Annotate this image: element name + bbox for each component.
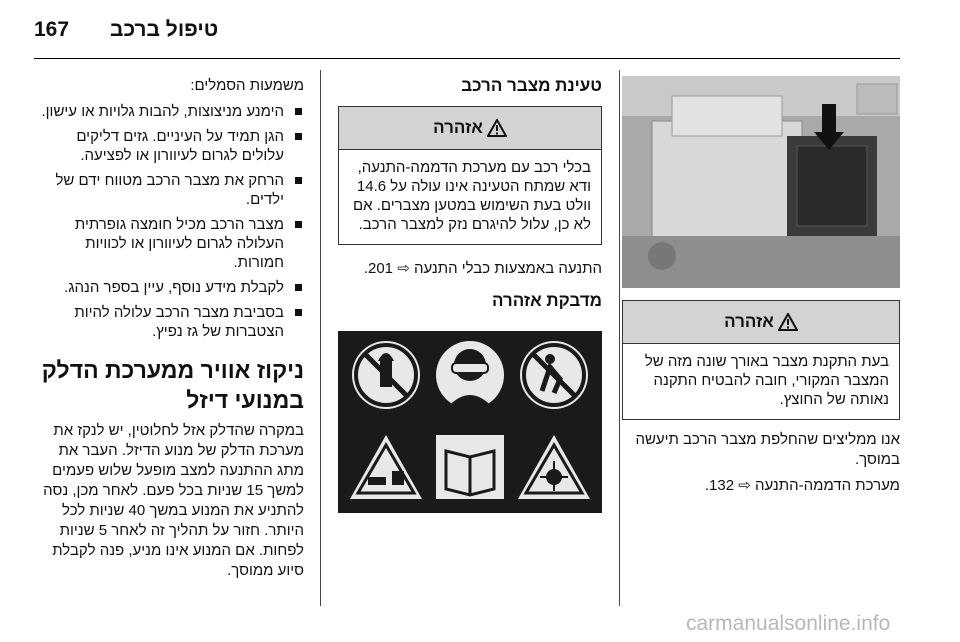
left-column xyxy=(34,76,304,581)
eye-protection-icon xyxy=(436,341,504,409)
list-item: הגן תמיד על העיניים. גזים דליקים עלולים לגרום לעיוורון או לפציעה. xyxy=(34,127,304,165)
bullet-square-icon xyxy=(295,108,302,115)
arrow-xref-icon: ⇨ xyxy=(397,260,410,277)
list-item: הרחק את מצבר הרכב מטווח ידם של ילדים. xyxy=(34,171,304,209)
warning-body: בכלי רכב עם מערכת הדממה-התנעה, ודא שמתח הטעינה אינו עולה על 14.6 וולט בעת השימוש במטען מצברים. אם לא כן, עלול להיגרם נזק למצבר הרכב. xyxy=(352,159,591,233)
cross-reference[interactable]: התנעה באמצעות כבלי התנעה ⇨ 201. xyxy=(363,260,602,277)
xref-text: התנעה באמצעות כבלי התנעה xyxy=(413,260,602,277)
xref-page: 132 xyxy=(709,477,735,494)
column-divider-right xyxy=(619,70,620,606)
xref-page: 201 xyxy=(368,260,394,277)
bullet-square-icon xyxy=(295,177,302,184)
list-item: בסביבת מצבר הרכב עלולה להיות הצטברות של גז נפיץ. xyxy=(34,303,304,341)
read-manual-icon xyxy=(436,435,504,499)
list-item: לקבלת מידע נוסף, עיין בספר הנהג. xyxy=(34,278,304,297)
engine-bay-illustration xyxy=(622,76,900,288)
column-divider-left xyxy=(320,70,321,606)
diesel-bleeding-paragraph: במקרה שהדלק אזל לחלוטין, יש לנקז את מערכת הדלק של מנוע הדיזל. העבר את מתג ההתנעה למצב מופעל שלוש פעמים למשך 15 שניות בכל פעם. לאחר מכן, נסה להתניע את המנוע במשך 40 שניות לכל היותר. חזור על תהליך זה לאחר 5 שניות לפחות. אם המנוע אינו מניע, פנה לקבלת סיוע ממוסך. xyxy=(43,422,304,579)
bullet-square-icon xyxy=(295,221,302,228)
warning-triangle-icon xyxy=(778,313,798,331)
cross-reference[interactable]: מערכת הדממה-התנעה ⇨ 132. xyxy=(704,477,900,494)
warning-header xyxy=(339,107,601,150)
middle-column xyxy=(338,76,602,513)
warning-triangle-icon xyxy=(487,119,507,137)
page-number: 167 xyxy=(34,18,70,41)
header-divider xyxy=(34,58,900,59)
symbols-intro: משמעות הסמלים: xyxy=(190,77,304,94)
pictogram-grid xyxy=(338,331,602,513)
diesel-bleeding-heading: ניקוז אוויר ממערכת הדלק במנועי דיזל xyxy=(41,357,304,413)
list-item: מצבר הרכב מכיל חומצה גופרתית העלולה לגרום לעיוורון או לכוויות חמורות. xyxy=(34,215,304,272)
symbol-list xyxy=(34,102,304,341)
replacement-paragraph: אנו ממליצים שהחלפת מצבר הרכב תיעשה במוסך. xyxy=(635,431,900,468)
page-title: טיפול ברכב xyxy=(110,18,219,41)
engine-bay-photo xyxy=(622,76,900,288)
arrow-xref-icon: ⇨ xyxy=(738,477,751,494)
charging-heading: טעינת מצבר הרכב xyxy=(461,76,602,95)
label-heading: מדבקת אזהרה xyxy=(491,291,602,310)
keep-children-away-icon xyxy=(520,341,588,409)
bullet-square-icon xyxy=(295,309,302,316)
warning-label-pictograms xyxy=(338,331,602,513)
list-item: הימנע מניצוצות, להבות גלויות או עישון. xyxy=(34,102,304,121)
watermark-text: carmanualsonline.info xyxy=(686,612,891,635)
battery-length-warning xyxy=(622,300,900,420)
xref-text: מערכת הדממה-התנעה xyxy=(755,477,900,494)
right-column xyxy=(622,76,900,496)
warning-header xyxy=(623,301,899,344)
bullet-square-icon xyxy=(295,133,302,140)
no-fire-icon xyxy=(352,341,420,409)
warning-title: אזהרה xyxy=(724,312,774,331)
warning-body: בעת התקנת מצבר באורך שונה מזה של המצבר המקורי, חובה להבטיח התקנה נאותה של החוצץ. xyxy=(644,353,889,408)
charging-warning xyxy=(338,106,602,245)
warning-title: אזהרה xyxy=(433,118,483,137)
bullet-square-icon xyxy=(295,284,302,291)
